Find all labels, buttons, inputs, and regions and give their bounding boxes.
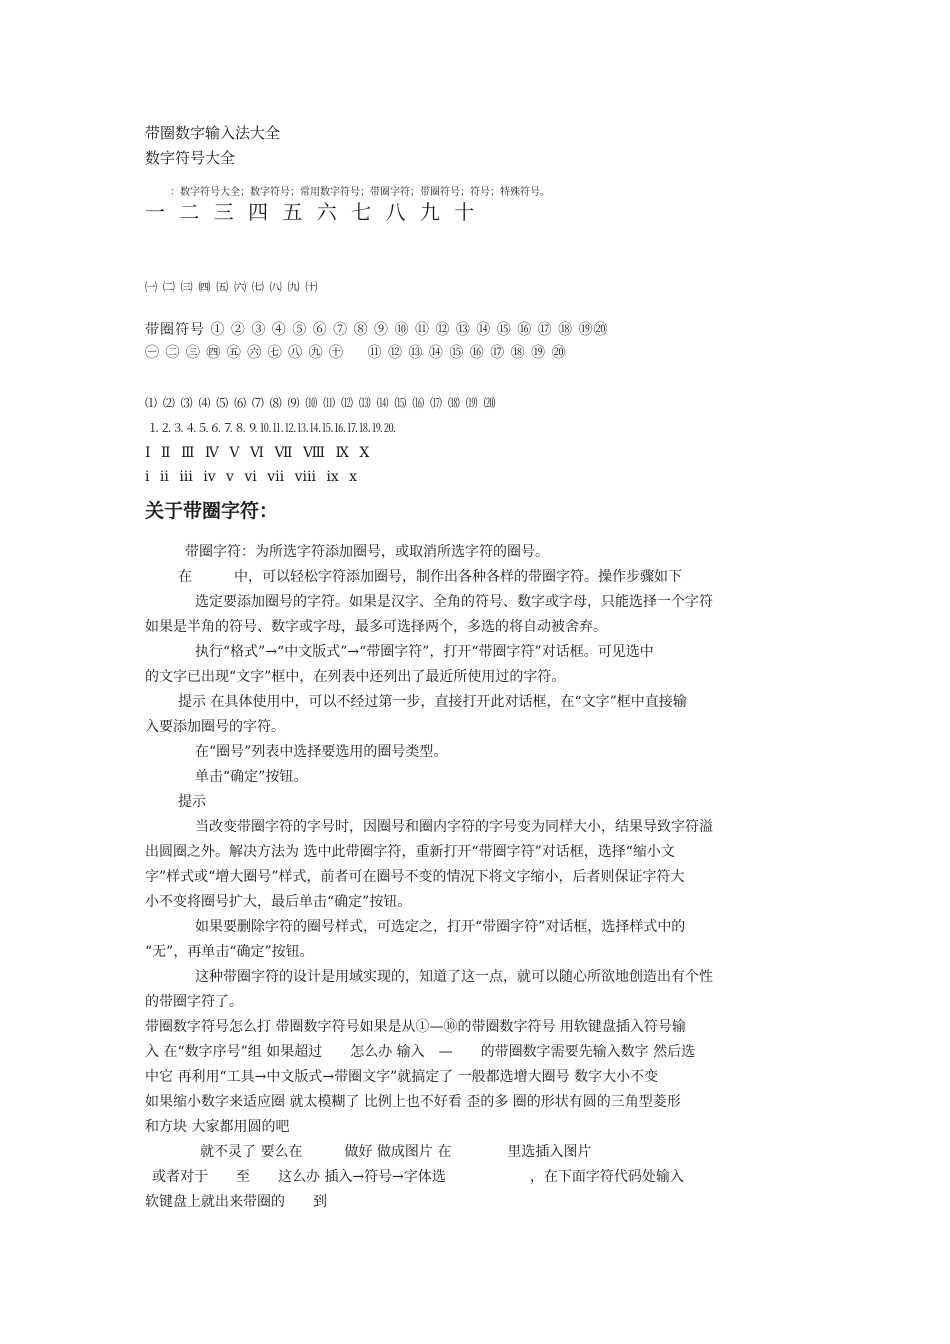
body-line: 带圈数字符号怎么打 带圈数字符号如果是从①—⑩的带圈数字符号 用软键盘插入符号输 [145, 1019, 686, 1035]
body-line: 出圆圈之外。解决方法为 选中此带圈字符，重新打开“带圈字符”对话框，选择“缩小文 [145, 844, 675, 860]
roman-numerals-upper: Ⅰ Ⅱ Ⅲ Ⅳ Ⅴ Ⅵ Ⅶ Ⅷ Ⅸ Ⅹ [145, 445, 373, 461]
body-line: 就不灵了 要么在 做好 做成图片 在 里选插入图片 [200, 1144, 592, 1160]
doc-title-1: 带圈数字输入法大全 [145, 124, 281, 142]
body-line: 如果缩小数字来适应圈 就太模糊了 比例上也不好看 歪的多 圈的形状有圆的三角型菱形 [145, 1094, 681, 1110]
body-line: 提示 在具体使用中，可以不经过第一步，直接打开此对话框，在“文字”框中直接输 [178, 694, 687, 710]
circled-numbers: ① ② ③ ④ ⑤ ⑥ ⑦ ⑧ ⑨ ⑩ ⑪ ⑫ ⑬ ⑭ ⑮ ⑯ ⑰ ⑱ ⑲⑳ [210, 322, 609, 338]
circled-numbers-second: ⑪ ⑫ ⑬ ⑭ ⑮ ⑯ ⑰ ⑱ ⑲ ⑳ [367, 345, 567, 361]
body-line: 入 在“数字序号”组 如果超过 怎么办 输入 — 的带圈数字需要先输入数字 然后选 [145, 1044, 696, 1060]
body-line: “无”，再单击“确定”按钮。 [145, 944, 314, 960]
body-line: 字”样式或“增大圈号”样式，前者可在圈号不变的情况下将文字缩小，后者则保证字符大 [145, 869, 685, 885]
body-line: 在 中，可以轻松字符添加圈号，制作出各种各样的带圈字符。操作步骤如下 [178, 569, 682, 585]
body-line: 入要添加圈号的字符。 [145, 719, 285, 735]
body-line: 软键盘上就出来带圈的 到 [145, 1194, 327, 1210]
body-line: 提示 [178, 794, 206, 810]
parenthesized-chinese-numerals: ㈠ ㈡ ㈢ ㈣ ㈤ ㈥ ㈦ ㈧ ㈨ ㈩ [145, 280, 319, 294]
body-line: 选定要添加圈号的字符。如果是汉字、全角的符号、数字或字母，只能选择一个字符 [195, 594, 713, 610]
circled-chinese-numerals: ㊀ ㊁ ㊂ ㊃ ㊄ ㊅ ㊆ ㊇ ㊈ ㊉ [145, 345, 345, 361]
body-line: 在“圈号”列表中选择要选用的圈号类型。 [195, 744, 448, 760]
body-line: 如果是半角的符号、数字或字母，最多可选择两个，多选的将自动被舍弃。 [145, 619, 607, 635]
circled-chinese-row [145, 343, 567, 363]
circled-label: 带圈符号 [145, 322, 205, 338]
circled-numbers-row [145, 320, 609, 340]
doc-title-2: 数字符号大全 [145, 149, 236, 167]
chinese-numerals: 一 二 三 四 五 六 七 八 九 十 [145, 200, 479, 224]
body-line: 和方块 大家都用圆的吧 [145, 1119, 290, 1135]
body-line: 单击“确定”按钮。 [195, 769, 308, 785]
keyword-tags: ：数字符号大全；数字符号；常用数字符号；带圈字符；带圈符号；符号；特殊符号。 [170, 187, 550, 198]
body-line: 当改变带圈字符的字号时，因圈号和圈内字符的字号变为同样大小，结果导致字符溢 [195, 819, 713, 835]
roman-numerals-lower: ⅰ ⅱ ⅲ ⅳ ⅴ ⅵ ⅶ ⅷ ⅸ ⅹ [145, 469, 361, 485]
body-line: 小不变将圈号扩大，最后单击“确定”按钮。 [145, 894, 412, 910]
body-line: 的文字已出现“文字”框中，在列表中还列出了最近所使用过的字符。 [145, 669, 566, 685]
body-line: 这种带圈字符的设计是用域实现的，知道了这一点，就可以随心所欲地创造出有个性 [195, 969, 713, 985]
section-heading: 关于带圈字符： [145, 500, 279, 522]
body-line: 中它 再利用“工具→中文版式→带圈文字”就搞定了 一般都选增大圈号 数字大小不变 [145, 1069, 659, 1085]
body-line: 如果要删除字符的圈号样式，可选定之，打开“带圈字符”对话框，选择样式中的 [195, 919, 686, 935]
parenthesized-numbers: ⑴ ⑵ ⑶ ⑷ ⑸ ⑹ ⑺ ⑻ ⑼ ⑽ ⑾ ⑿ ⒀ ⒁ ⒂ ⒃ ⒄ ⒅ ⒆ ⒇ [145, 396, 497, 410]
body-line: 的带圈字符了。 [145, 994, 243, 1010]
dotted-numbers: ⒈⒉⒊⒋⒌⒍⒎⒏⒐⒑⒒⒓⒔⒕⒖⒗⒘⒙⒚⒛ [148, 421, 397, 435]
body-line: 或者对于 至 这么办 插入→符号→字体选 ，在下面字符代码处输入 [152, 1169, 684, 1185]
body-line: 带圈字符：为所选字符添加圈号，或取消所选字符的圈号。 [185, 544, 549, 560]
body-line: 执行“格式”→“中文版式”→“带圈字符”，打开“带圈字符”对话框。可见选中 [195, 644, 654, 660]
